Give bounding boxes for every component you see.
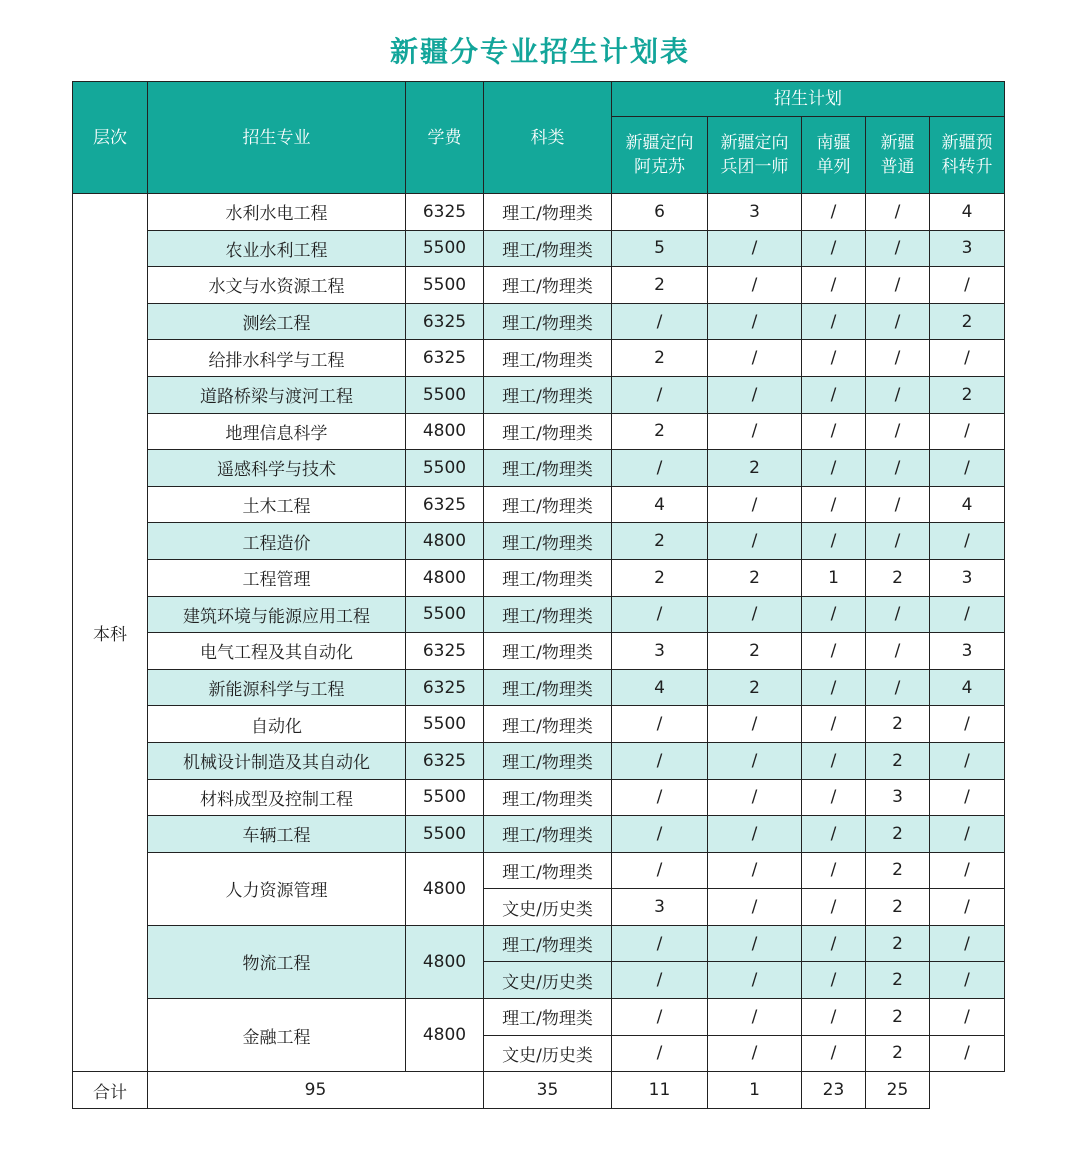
major-category: 理工/物理类 bbox=[484, 925, 612, 962]
plan-value: / bbox=[802, 450, 866, 487]
plan-value: / bbox=[802, 303, 866, 340]
plan-value: / bbox=[802, 669, 866, 706]
total-row bbox=[73, 1072, 1005, 1109]
plan-value: / bbox=[802, 816, 866, 853]
plan-value: 3 bbox=[708, 194, 802, 231]
plan-value: / bbox=[802, 340, 866, 377]
plan-value: / bbox=[802, 742, 866, 779]
major-name: 电气工程及其自动化 bbox=[148, 633, 406, 670]
plan-value: 4 bbox=[930, 486, 1005, 523]
plan-value: / bbox=[708, 999, 802, 1036]
table-row bbox=[73, 559, 1005, 596]
plan-value: / bbox=[708, 852, 802, 889]
major-category: 理工/物理类 bbox=[484, 450, 612, 487]
plan-value: / bbox=[802, 633, 866, 670]
plan-value: 4 bbox=[612, 669, 708, 706]
table-row bbox=[73, 267, 1005, 304]
plan-value: / bbox=[930, 450, 1005, 487]
plan-value: / bbox=[930, 925, 1005, 962]
plan-value: / bbox=[930, 267, 1005, 304]
major-name: 金融工程 bbox=[148, 999, 406, 1072]
major-fee: 6325 bbox=[406, 303, 484, 340]
plan-value: / bbox=[930, 596, 1005, 633]
major-fee: 5500 bbox=[406, 376, 484, 413]
plan-value: / bbox=[802, 194, 866, 231]
major-category: 理工/物理类 bbox=[484, 230, 612, 267]
major-category: 理工/物理类 bbox=[484, 267, 612, 304]
header-category: 科类 bbox=[484, 82, 612, 194]
table-row bbox=[73, 194, 1005, 231]
plan-value: / bbox=[866, 669, 930, 706]
header-plan-col: 新疆定向 阿克苏 bbox=[612, 117, 708, 194]
plan-value: 2 bbox=[866, 1035, 930, 1072]
header-major: 招生专业 bbox=[148, 82, 406, 194]
plan-value: / bbox=[866, 523, 930, 560]
major-fee: 4800 bbox=[406, 999, 484, 1072]
major-fee: 6325 bbox=[406, 194, 484, 231]
plan-value: 2 bbox=[866, 559, 930, 596]
plan-value: / bbox=[802, 230, 866, 267]
plan-value: / bbox=[708, 376, 802, 413]
plan-value: / bbox=[866, 303, 930, 340]
major-fee: 5500 bbox=[406, 230, 484, 267]
table-row bbox=[73, 706, 1005, 743]
header-plan-col: 南疆 单列 bbox=[802, 117, 866, 194]
plan-value: / bbox=[612, 925, 708, 962]
major-name: 水利水电工程 bbox=[148, 194, 406, 231]
major-name: 新能源科学与工程 bbox=[148, 669, 406, 706]
table-body bbox=[73, 194, 1005, 1109]
major-fee: 5500 bbox=[406, 779, 484, 816]
plan-value: 2 bbox=[612, 523, 708, 560]
plan-value: / bbox=[708, 889, 802, 926]
plan-value: / bbox=[866, 450, 930, 487]
major-category: 理工/物理类 bbox=[484, 194, 612, 231]
plan-value: / bbox=[802, 413, 866, 450]
plan-value: 2 bbox=[866, 706, 930, 743]
plan-value: 2 bbox=[866, 852, 930, 889]
major-category: 理工/物理类 bbox=[484, 706, 612, 743]
plan-value: 3 bbox=[930, 559, 1005, 596]
plan-value: / bbox=[930, 889, 1005, 926]
plan-value: / bbox=[930, 413, 1005, 450]
table-row bbox=[73, 303, 1005, 340]
major-name: 测绘工程 bbox=[148, 303, 406, 340]
plan-value: / bbox=[930, 340, 1005, 377]
table-row bbox=[73, 450, 1005, 487]
page-title: 新疆分专业招生计划表 bbox=[389, 35, 690, 68]
major-category: 理工/物理类 bbox=[484, 523, 612, 560]
level-cell: 本科 bbox=[73, 194, 148, 1072]
major-name: 水文与水资源工程 bbox=[148, 267, 406, 304]
plan-value: 2 bbox=[866, 889, 930, 926]
major-fee: 4800 bbox=[406, 852, 484, 925]
table-row bbox=[73, 779, 1005, 816]
table-row bbox=[73, 925, 1005, 962]
plan-value: / bbox=[802, 596, 866, 633]
plan-value: / bbox=[612, 303, 708, 340]
major-fee: 5500 bbox=[406, 267, 484, 304]
plan-value: / bbox=[866, 376, 930, 413]
major-name: 物流工程 bbox=[148, 925, 406, 998]
plan-value: 2 bbox=[708, 669, 802, 706]
total-label: 合计 bbox=[73, 1072, 148, 1109]
table-row bbox=[73, 669, 1005, 706]
major-fee: 6325 bbox=[406, 669, 484, 706]
plan-value: / bbox=[708, 303, 802, 340]
plan-value: 3 bbox=[612, 633, 708, 670]
plan-value: / bbox=[802, 706, 866, 743]
enrollment-plan-table bbox=[72, 81, 1005, 1109]
plan-value: / bbox=[708, 486, 802, 523]
major-name: 人力资源管理 bbox=[148, 852, 406, 925]
plan-value: 4 bbox=[930, 194, 1005, 231]
plan-value: / bbox=[802, 267, 866, 304]
plan-value: 2 bbox=[866, 925, 930, 962]
plan-value: / bbox=[708, 523, 802, 560]
header-plan-col: 新疆预 科转升 bbox=[930, 117, 1005, 194]
major-fee: 6325 bbox=[406, 633, 484, 670]
plan-value: / bbox=[866, 596, 930, 633]
plan-value: 4 bbox=[612, 486, 708, 523]
plan-value: / bbox=[708, 230, 802, 267]
plan-value: 2 bbox=[612, 559, 708, 596]
total-value: 35 bbox=[484, 1072, 612, 1109]
major-fee: 6325 bbox=[406, 340, 484, 377]
major-category: 理工/物理类 bbox=[484, 376, 612, 413]
plan-value: / bbox=[612, 1035, 708, 1072]
plan-value: / bbox=[802, 779, 866, 816]
table-row bbox=[73, 340, 1005, 377]
major-category: 理工/物理类 bbox=[484, 816, 612, 853]
plan-value: / bbox=[708, 962, 802, 999]
major-category: 理工/物理类 bbox=[484, 999, 612, 1036]
plan-value: / bbox=[866, 633, 930, 670]
plan-value: 2 bbox=[612, 413, 708, 450]
plan-value: 3 bbox=[930, 633, 1005, 670]
plan-value: / bbox=[708, 816, 802, 853]
plan-value: / bbox=[708, 779, 802, 816]
major-category: 理工/物理类 bbox=[484, 633, 612, 670]
plan-value: / bbox=[802, 999, 866, 1036]
plan-value: / bbox=[612, 450, 708, 487]
plan-value: / bbox=[866, 267, 930, 304]
plan-value: 2 bbox=[930, 303, 1005, 340]
table-row bbox=[73, 999, 1005, 1036]
header-plan: 招生计划 bbox=[612, 82, 1005, 117]
plan-value: / bbox=[612, 852, 708, 889]
plan-value: / bbox=[802, 852, 866, 889]
plan-value: / bbox=[612, 779, 708, 816]
plan-value: / bbox=[802, 486, 866, 523]
major-category: 文史/历史类 bbox=[484, 889, 612, 926]
plan-value: 1 bbox=[802, 559, 866, 596]
plan-value: 2 bbox=[708, 450, 802, 487]
major-fee: 6325 bbox=[406, 742, 484, 779]
table-row bbox=[73, 816, 1005, 853]
plan-value: / bbox=[930, 706, 1005, 743]
plan-value: / bbox=[708, 1035, 802, 1072]
table-row bbox=[73, 596, 1005, 633]
table-row bbox=[73, 742, 1005, 779]
major-category: 理工/物理类 bbox=[484, 340, 612, 377]
plan-value: 2 bbox=[930, 376, 1005, 413]
header-plan-col: 新疆定向 兵团一师 bbox=[708, 117, 802, 194]
major-category: 理工/物理类 bbox=[484, 742, 612, 779]
major-fee: 4800 bbox=[406, 925, 484, 998]
total-value: 23 bbox=[802, 1072, 866, 1109]
plan-value: / bbox=[802, 889, 866, 926]
plan-value: / bbox=[708, 340, 802, 377]
plan-value: / bbox=[708, 742, 802, 779]
plan-value: / bbox=[708, 925, 802, 962]
major-name: 建筑环境与能源应用工程 bbox=[148, 596, 406, 633]
plan-value: 2 bbox=[708, 633, 802, 670]
major-fee: 5500 bbox=[406, 596, 484, 633]
plan-value: / bbox=[930, 852, 1005, 889]
plan-value: / bbox=[612, 376, 708, 413]
plan-value: / bbox=[708, 706, 802, 743]
plan-value: 3 bbox=[866, 779, 930, 816]
plan-value: / bbox=[930, 816, 1005, 853]
plan-value: 2 bbox=[612, 267, 708, 304]
plan-value: / bbox=[802, 523, 866, 560]
major-name: 土木工程 bbox=[148, 486, 406, 523]
major-category: 理工/物理类 bbox=[484, 596, 612, 633]
major-category: 理工/物理类 bbox=[484, 486, 612, 523]
major-fee: 4800 bbox=[406, 413, 484, 450]
plan-value: 6 bbox=[612, 194, 708, 231]
major-name: 机械设计制造及其自动化 bbox=[148, 742, 406, 779]
major-fee: 4800 bbox=[406, 523, 484, 560]
plan-value: / bbox=[708, 267, 802, 304]
plan-value: 2 bbox=[866, 742, 930, 779]
plan-value: 2 bbox=[866, 999, 930, 1036]
plan-value: / bbox=[708, 596, 802, 633]
plan-value: / bbox=[612, 816, 708, 853]
major-category: 文史/历史类 bbox=[484, 1035, 612, 1072]
major-fee: 4800 bbox=[406, 559, 484, 596]
plan-value: 2 bbox=[866, 962, 930, 999]
plan-value: 3 bbox=[930, 230, 1005, 267]
table-row bbox=[73, 376, 1005, 413]
table-row bbox=[73, 413, 1005, 450]
plan-value: / bbox=[866, 194, 930, 231]
plan-value: 2 bbox=[708, 559, 802, 596]
table-row bbox=[73, 523, 1005, 560]
plan-value: / bbox=[930, 1035, 1005, 1072]
major-category: 文史/历史类 bbox=[484, 962, 612, 999]
major-category: 理工/物理类 bbox=[484, 852, 612, 889]
major-fee: 6325 bbox=[406, 486, 484, 523]
major-name: 道路桥梁与渡河工程 bbox=[148, 376, 406, 413]
plan-value: 5 bbox=[612, 230, 708, 267]
major-name: 工程造价 bbox=[148, 523, 406, 560]
major-name: 遥感科学与技术 bbox=[148, 450, 406, 487]
plan-value: / bbox=[930, 523, 1005, 560]
plan-value: / bbox=[866, 413, 930, 450]
plan-value: / bbox=[612, 742, 708, 779]
major-category: 理工/物理类 bbox=[484, 779, 612, 816]
total-value: 11 bbox=[612, 1072, 708, 1109]
plan-value: / bbox=[930, 962, 1005, 999]
plan-value: / bbox=[930, 999, 1005, 1036]
major-name: 工程管理 bbox=[148, 559, 406, 596]
plan-value: 4 bbox=[930, 669, 1005, 706]
header-plan-col: 新疆 普通 bbox=[866, 117, 930, 194]
major-category: 理工/物理类 bbox=[484, 413, 612, 450]
major-name: 给排水科学与工程 bbox=[148, 340, 406, 377]
plan-value: / bbox=[866, 486, 930, 523]
plan-value: / bbox=[708, 413, 802, 450]
major-name: 材料成型及控制工程 bbox=[148, 779, 406, 816]
plan-value: / bbox=[866, 340, 930, 377]
major-name: 地理信息科学 bbox=[148, 413, 406, 450]
header-fee: 学费 bbox=[406, 82, 484, 194]
total-value: 1 bbox=[708, 1072, 802, 1109]
major-category: 理工/物理类 bbox=[484, 669, 612, 706]
plan-value: / bbox=[930, 742, 1005, 779]
major-name: 车辆工程 bbox=[148, 816, 406, 853]
table-row bbox=[73, 852, 1005, 889]
plan-value: / bbox=[802, 376, 866, 413]
plan-value: / bbox=[802, 1035, 866, 1072]
table-row bbox=[73, 230, 1005, 267]
plan-value: / bbox=[802, 925, 866, 962]
plan-value: 2 bbox=[866, 816, 930, 853]
plan-value: / bbox=[930, 779, 1005, 816]
major-category: 理工/物理类 bbox=[484, 303, 612, 340]
table-row bbox=[73, 633, 1005, 670]
plan-value: / bbox=[612, 596, 708, 633]
major-fee: 5500 bbox=[406, 706, 484, 743]
plan-value: / bbox=[612, 962, 708, 999]
header-level: 层次 bbox=[73, 82, 148, 194]
table-row bbox=[73, 486, 1005, 523]
plan-value: / bbox=[802, 962, 866, 999]
plan-value: 3 bbox=[612, 889, 708, 926]
major-fee: 5500 bbox=[406, 816, 484, 853]
major-name: 自动化 bbox=[148, 706, 406, 743]
total-value: 25 bbox=[866, 1072, 930, 1109]
total-sum: 95 bbox=[148, 1072, 484, 1109]
plan-value: / bbox=[612, 706, 708, 743]
plan-value: / bbox=[612, 999, 708, 1036]
major-category: 理工/物理类 bbox=[484, 559, 612, 596]
plan-value: 2 bbox=[612, 340, 708, 377]
major-fee: 5500 bbox=[406, 450, 484, 487]
plan-value: / bbox=[866, 230, 930, 267]
major-name: 农业水利工程 bbox=[148, 230, 406, 267]
